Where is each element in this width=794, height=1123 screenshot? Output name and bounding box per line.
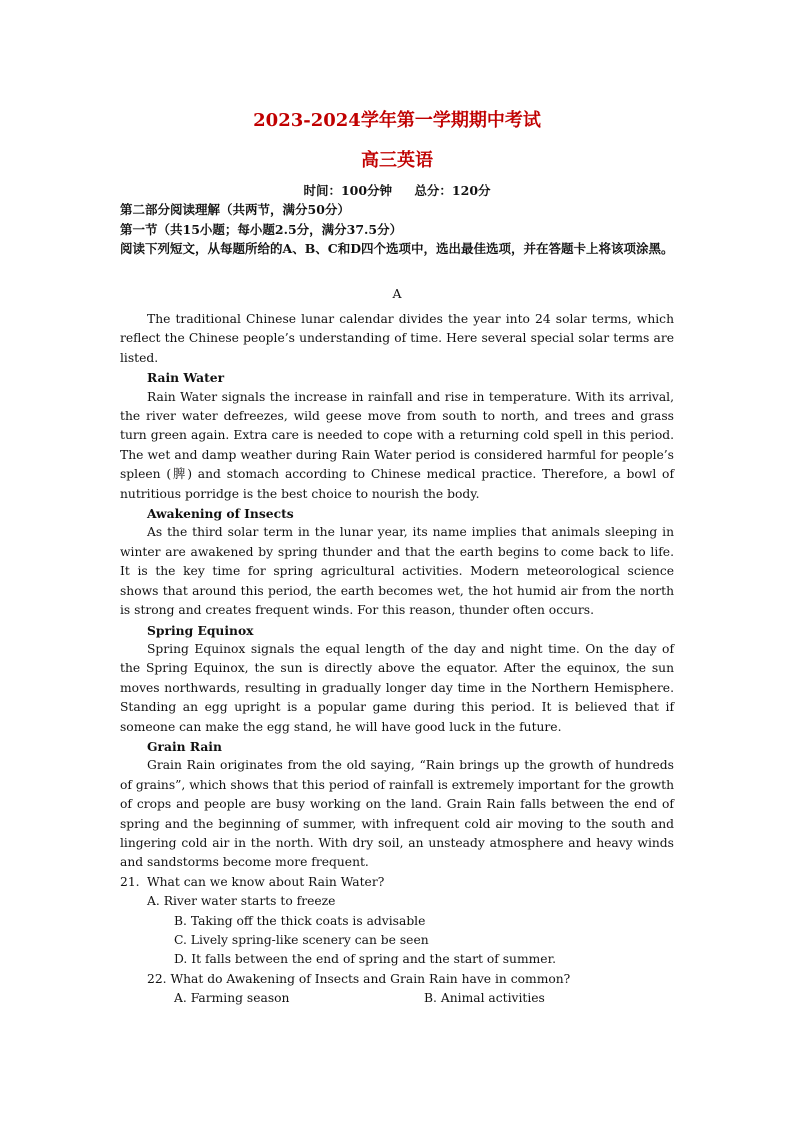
section-heading-grain-rain: Grain Rain <box>147 738 222 754</box>
exam-time: 时间：100分钟 <box>303 183 393 198</box>
section-heading: 第一节（共15小题；每小题2.5分，满分37.5分） <box>120 221 403 237</box>
question-22-option-b: B. Animal activities <box>424 991 545 1006</box>
exam-meta <box>0 181 794 199</box>
section-heading-rain-water: Rain Water <box>147 370 225 386</box>
passage-body <box>120 310 674 1009</box>
question-22-stem: 22. What do Awakening of Insects and Grain Rain have in common? <box>147 971 571 986</box>
question-21-option-a: A. River water starts to freeze <box>147 894 336 909</box>
question-22-options <box>120 989 674 1008</box>
section-text-rain-water: Rain Water signals the increase in rainfall and rise in temperature. With its arrival, the river water defreezes, wild geese move from south to north, and trees and grass turn green again. Extra care is needed to cope with a returning cold spell in this period. The wet and damp weather during Rain Water period is considered harmful for people’s spleen (脾) and stomach according to Chinese medical practice. Therefore, a bowl of nutritious porridge is the best choice to nourish the body. <box>120 389 674 501</box>
passage-letter: A <box>392 286 402 301</box>
subject-title: 高三英语 <box>361 150 433 171</box>
question-21-option-d: D. It falls between the end of spring and the start of summer. <box>174 952 557 967</box>
section-text-awakening-of-insects: As the third solar term in the lunar year, its name implies that animals sleeping in winter are awakened by spring thunder and that the earth begins to come back to life. It is the key time for spring agricultural activities. Modern meteorological science shows that around this period, the earth becomes wet, the hot humid air from the north is strong and creates frequent winds. For this reason, thunder often occurs. <box>120 525 674 618</box>
question-21-number: 21. <box>120 874 140 889</box>
directions: 阅读下列短文，从每题所给的A、B、C和D四个选项中，选出最佳选项，并在答题卡上将该项涂黑。 <box>120 241 674 256</box>
question-21-text: What can we know about Rain Water? <box>147 874 385 889</box>
section-text-spring-equinox: Spring Equinox signals the equal length of the day and night time. On the day of the Spring Equinox, the sun is directly above the equator. After the equinox, the sun moves northwards, resulting in gradually longer day time in the Northern Hemisphere. Standing an egg upright is a popular game during this period. It is believed that if someone can make the egg stand, he will have good luck in the future. <box>120 641 674 734</box>
exam-score: 总分：120分 <box>414 183 491 198</box>
question-21-option-c: C. Lively spring-like scenery can be seen <box>174 933 429 947</box>
question-22-option-a: A. Farming season <box>174 991 290 1006</box>
question-21-stem <box>120 873 674 892</box>
section-heading-spring-equinox: Spring Equinox <box>147 622 254 638</box>
passage-intro: The traditional Chinese lunar calendar divides the year into 24 solar terms, which reflect the Chinese people’s understanding of time. Here several special solar terms are listed. <box>120 312 674 365</box>
question-21-option-b: B. Taking off the thick coats is advisable <box>174 913 426 928</box>
section-text-grain-rain: Grain Rain originates from the old saying, “Rain brings up the growth of hundreds of grains”, which shows that this period of rainfall is extremely important for the growth of crops and people are busy working on the land. Grain Rain falls between the end of spring and the beginning of summer, with infrequent cold air moving to the south and lingering cold air in the north. With dry soil, an unsteady atmosphere and heavy winds and sandstorms become more frequent. <box>120 758 674 870</box>
exam-title: 2023-2024学年第一学期期中考试 <box>253 110 541 131</box>
section-heading-awakening-of-insects: Awakening of Insects <box>147 506 294 522</box>
part-heading: 第二部分阅读理解（共两节，满分50分） <box>120 202 350 217</box>
